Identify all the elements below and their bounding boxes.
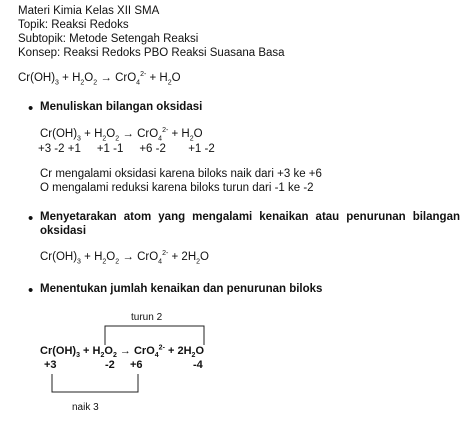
- ox-o: -2: [105, 359, 115, 371]
- naik-label: naik 3: [72, 402, 99, 413]
- section-1-oxidation-note: Cr mengalami oksidasi karena biloks naik dari +3 ke +6: [40, 168, 322, 180]
- ox-cr: +3: [44, 359, 57, 371]
- section-3-equation: $Cr(OH)_3 + H_2O_2 \to CrO_4^{2-} + 2H_2O$: [40, 344, 205, 360]
- header-line-2: Topik: Reaksi Redoks: [18, 19, 129, 31]
- section-2-equation: $Cr(OH)_3 + H_2O_2 \to CrO_4^{2-} + 2H_2O$: [40, 250, 209, 266]
- ox-cro: +6: [130, 359, 143, 371]
- turun-label: turun 2: [131, 312, 163, 323]
- section-1-equation: $Cr(OH)_3 + H_2O_2 \to CrO_4^{2-} + H_2O$: [40, 127, 203, 143]
- bullet-1: •: [28, 100, 34, 117]
- section-2-title-line-1: Menyetarakan atom yang mengalami kenaikan atau penurunan bilangan: [40, 211, 460, 223]
- main-equation: $Cr(OH)_3 + H_2O_2 \to CrO_4^{2-} + H_2O$: [18, 71, 181, 87]
- header-line-3: Subtopik: Metode Setengah Reaksi: [18, 33, 199, 45]
- header-line-1: Materi Kimia Kelas XII SMA: [18, 5, 160, 17]
- bullet-2: •: [28, 210, 34, 227]
- bullet-3: •: [28, 282, 34, 299]
- section-1-ox-numbers: +3 -2 +1 +1 -1 +6 -2 +1 -2: [38, 143, 215, 155]
- ox-h2o: -4: [193, 359, 203, 371]
- section-3-title: Menentukan jumlah kenaikan dan penurunan biloks: [40, 283, 323, 295]
- section-2-title-line-2: oksidasi: [40, 225, 87, 237]
- section-1-title: Menuliskan bilangan oksidasi: [40, 101, 203, 113]
- section-1-reduction-note: O mengalami reduksi karena biloks turun dari -1 ke -2: [40, 182, 314, 194]
- header-line-4: Konsep: Reaksi Redoks PBO Reaksi Suasana Basa: [18, 47, 285, 59]
